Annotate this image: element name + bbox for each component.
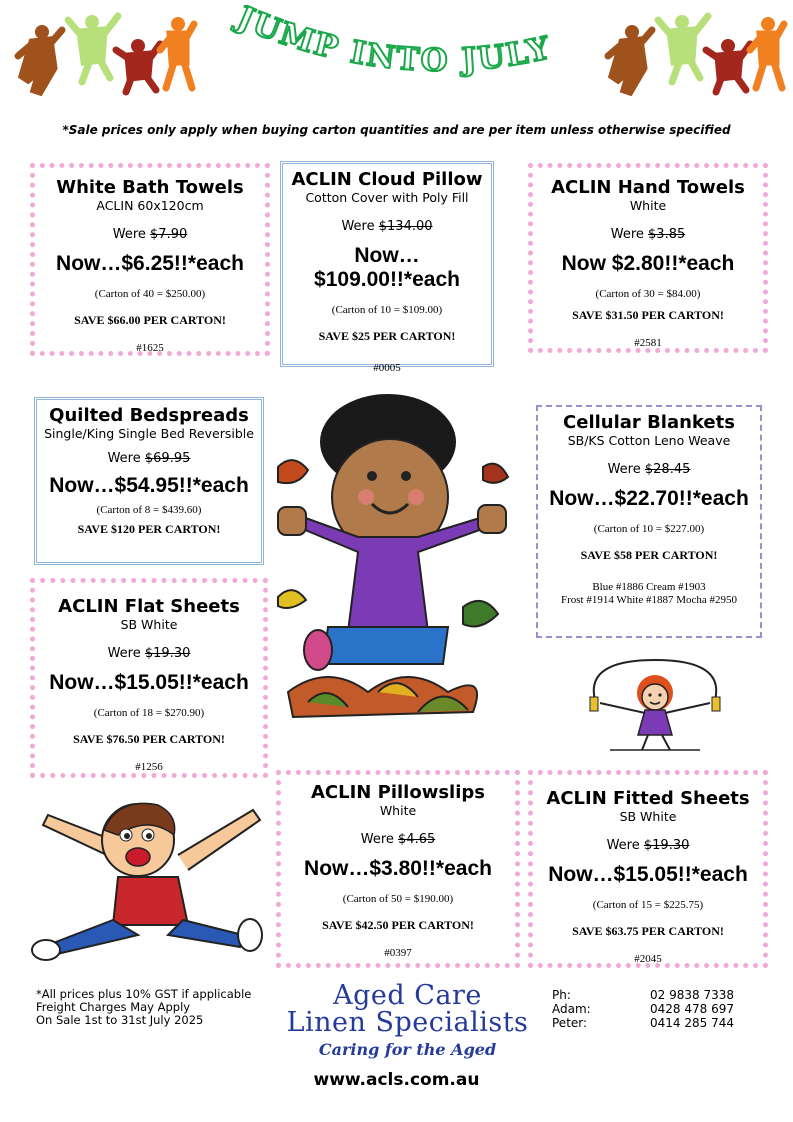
carton-price: (Carton of 10 = $109.00) xyxy=(331,304,443,316)
product-card-fitted-sheets xyxy=(528,770,768,968)
brand-tagline: Caring for the Aged xyxy=(318,1040,497,1059)
product-subtitle: ACLIN 60x120cm xyxy=(96,198,204,213)
product-code: #2581 xyxy=(634,337,662,349)
now-price: Now…$15.05!!*each xyxy=(49,671,249,694)
product-card-cellular-blankets xyxy=(536,405,762,638)
product-subtitle: SB/KS Cotton Leno Weave xyxy=(567,433,731,448)
was-price: Were $4.65 xyxy=(360,832,436,847)
product-subtitle: SB White xyxy=(120,617,178,632)
product-name: White Bath Towels xyxy=(56,177,244,198)
now-price: Now…$3.80!!*each xyxy=(304,857,492,880)
carton-price: (Carton of 15 = $225.75) xyxy=(592,899,704,911)
carton-savings: SAVE $58 PER CARTON! xyxy=(580,548,718,562)
carton-savings: SAVE $63.75 PER CARTON! xyxy=(572,924,724,938)
girl-skipping-rope-illustration xyxy=(580,655,730,755)
now-price: Now $2.80!!*each xyxy=(561,252,735,275)
product-name: Quilted Bedspreads xyxy=(49,405,249,426)
brand-line-1: Aged Care xyxy=(333,980,482,1011)
website-link[interactable]: www.acls.com.au xyxy=(313,1070,480,1090)
product-name: Cellular Blankets xyxy=(563,412,735,433)
carton-savings: SAVE $42.50 PER CARTON! xyxy=(322,918,474,932)
carton-price: (Carton of 10 = $227.00) xyxy=(593,523,705,535)
title-jump-into-july xyxy=(225,5,605,95)
product-card-flat-sheets xyxy=(30,578,268,778)
carton-price: (Carton of 18 = $270.90) xyxy=(93,707,205,719)
product-name: ACLIN Flat Sheets xyxy=(58,596,240,617)
was-price: Were $7.90 xyxy=(112,227,188,242)
jumping-boy-illustration xyxy=(28,795,268,970)
product-subtitle: Single/King Single Bed Reversible xyxy=(44,426,254,441)
brand-line-2: Linen Specialists xyxy=(286,1007,529,1038)
product-name: ACLIN Hand Towels xyxy=(551,177,745,198)
now-price: Now…$22.70!!*each xyxy=(549,487,749,510)
carton-price: (Carton of 50 = $190.00) xyxy=(342,893,454,905)
product-subtitle: Cotton Cover with Poly Fill xyxy=(305,190,469,205)
freight-note: Freight Charges May Apply xyxy=(36,1000,191,1014)
sale-conditions-note: *Sale prices only apply when buying carton quantities and are per item unless otherwise specified xyxy=(62,123,731,137)
jumping-kids-right-illustration xyxy=(600,10,790,100)
carton-savings: SAVE $76.50 PER CARTON! xyxy=(73,732,225,746)
product-card-cloud-pillow xyxy=(280,161,494,374)
phone-row: Adam: 0428 478 697 xyxy=(552,1002,734,1016)
company-logo xyxy=(270,982,545,1059)
jumping-kids-left-illustration xyxy=(10,10,200,100)
carton-savings: SAVE $31.50 PER CARTON! xyxy=(572,308,724,322)
product-card-bath-towels xyxy=(30,163,270,356)
contact-phones xyxy=(552,988,734,1030)
was-price: Were $19.30 xyxy=(606,838,690,853)
product-card-bedspreads xyxy=(34,397,264,565)
boy-with-autumn-leaves-illustration xyxy=(268,392,518,742)
now-price: Now…$109.00!!*each xyxy=(314,244,460,291)
product-card-hand-towels xyxy=(528,163,768,353)
sale-dates: On Sale 1st to 31st July 2025 xyxy=(36,1013,204,1027)
product-subtitle: SB White xyxy=(619,809,677,824)
product-subtitle: White xyxy=(629,198,667,213)
was-price: Were $19.30 xyxy=(107,646,191,661)
carton-savings: SAVE $25 PER CARTON! xyxy=(318,329,456,343)
now-price: Now…$54.95!!*each xyxy=(49,474,249,497)
product-name: ACLIN Pillowslips xyxy=(311,782,485,803)
carton-savings: SAVE $66.00 PER CARTON! xyxy=(74,313,226,327)
product-code: #2045 xyxy=(634,953,662,965)
footer-terms xyxy=(36,988,251,1027)
carton-savings: SAVE $120 PER CARTON! xyxy=(77,522,221,536)
colour-codes xyxy=(538,581,760,607)
product-subtitle: White xyxy=(379,803,417,818)
product-code: #0005 xyxy=(373,362,401,374)
product-code: #1625 xyxy=(136,342,164,354)
was-price: Were $134.00 xyxy=(341,219,433,234)
product-card-pillowslips xyxy=(276,770,520,968)
colour-codes-line-1: Blue #1886 Cream #1903 xyxy=(592,581,706,593)
product-name: ACLIN Fitted Sheets xyxy=(546,788,750,809)
phone-row: Ph: 02 9838 7338 xyxy=(552,988,734,1002)
carton-price: (Carton of 8 = $439.60) xyxy=(96,504,202,516)
product-code: #0397 xyxy=(384,947,412,959)
was-price: Were $69.95 xyxy=(107,451,191,466)
now-price: Now…$6.25!!*each xyxy=(56,252,244,275)
carton-price: (Carton of 30 = $84.00) xyxy=(595,288,701,300)
phone-row: Peter: 0414 285 744 xyxy=(552,1016,734,1030)
product-name: ACLIN Cloud Pillow xyxy=(291,169,483,190)
now-price: Now…$15.05!!*each xyxy=(548,863,748,886)
gst-note: *All prices plus 10% GST if applicable xyxy=(36,987,252,1001)
product-code: #1256 xyxy=(135,761,163,773)
colour-codes-line-2: Frost #1914 White #1887 Mocha #2950 xyxy=(560,594,738,606)
carton-price: (Carton of 40 = $250.00) xyxy=(94,288,206,300)
svg-text:JUMP INTO JULY: JUMP INTO JULY xyxy=(231,5,555,79)
was-price: Were $3.85 xyxy=(610,227,686,242)
was-price: Were $28.45 xyxy=(607,462,691,477)
